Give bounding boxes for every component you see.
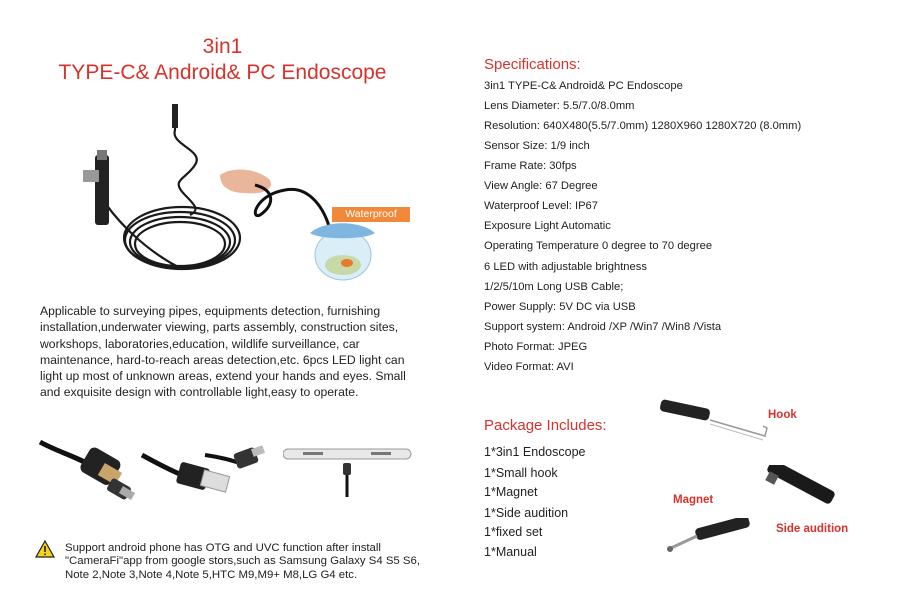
type-c-connector-image [38,437,138,507]
spec-item: Sensor Size: 1/9 inch [484,140,590,152]
hook-accessory-image [655,398,775,448]
waterproof-demo-image [215,165,415,285]
spec-item: Video Format: AVI [484,361,574,373]
hook-label: Hook [768,409,797,421]
spec-item: Support system: Android /XP /Win7 /Win8 /Vista [484,321,722,333]
side-audition-label: Side audition [776,523,849,535]
package-item: 1*fixed set [484,525,543,539]
package-heading: Package Includes: [484,417,607,434]
spec-item: Operating Temperature 0 degree to 70 degree [484,240,713,252]
usb-connector-image [140,445,270,505]
spec-item: 1/2/5/10m Long USB Cable; [484,281,624,293]
magnet-accessory-image [665,518,755,558]
spec-item: Photo Format: JPEG [484,341,588,353]
spec-item: Resolution: 640X480(5.5/7.0mm) 1280X960 1280X720 (8.0mm) [484,120,802,132]
spec-item: Lens Diameter: 5.5/7.0/8.0mm [484,100,635,112]
spec-item: 6 LED with adjustable brightness [484,261,647,273]
phone-connection-image [283,447,413,499]
specifications-heading: Specifications: [484,56,581,73]
compatibility-note: Support android phone has OTG and UVC function after install "CameraFi"app from google stors,such as Samsung Galaxy S4 S5 S6, Note 2,Note 3,Note 4,Note 5,HTC M9,M9+ M8,LG G4 etc. [65,542,421,581]
title-line-2: TYPE-C& Android& PC Endoscope [58,61,387,84]
spec-item: Waterproof Level: IP67 [484,200,599,212]
package-item: 1*Magnet [484,485,538,499]
spec-item: 3in1 TYPE-C& Android& PC Endoscope [484,80,683,92]
side-audition-accessory-image [755,465,845,525]
spec-item: Exposure Light Automatic [484,220,611,232]
spec-item: Power Supply: 5V DC via USB [484,301,636,313]
warning-icon [35,540,55,558]
product-description: Applicable to surveying pipes, equipments detection, furnishing installation,underwater viewing, parts assembly, construction sites, workshops, laboratories,education, wildlife surveillance, car maintenance, hard-to-reach areas detection,etc. 6pcs LED light can light up most of unknown areas, extend your hands and eyes. Small and exquisite design with controllable light,easy to operate. [40,304,406,400]
package-item: 1*Manual [484,545,537,559]
package-item: 1*Side audition [484,506,569,520]
title-line-1: 3in1 [202,35,243,58]
waterproof-badge: Waterproof [332,207,410,222]
package-item: 1*3in1 Endoscope [484,445,586,459]
package-item: 1*Small hook [484,466,558,480]
spec-item: View Angle: 67 Degree [484,180,598,192]
spec-item: Frame Rate: 30fps [484,160,577,172]
magnet-label: Magnet [673,494,714,506]
